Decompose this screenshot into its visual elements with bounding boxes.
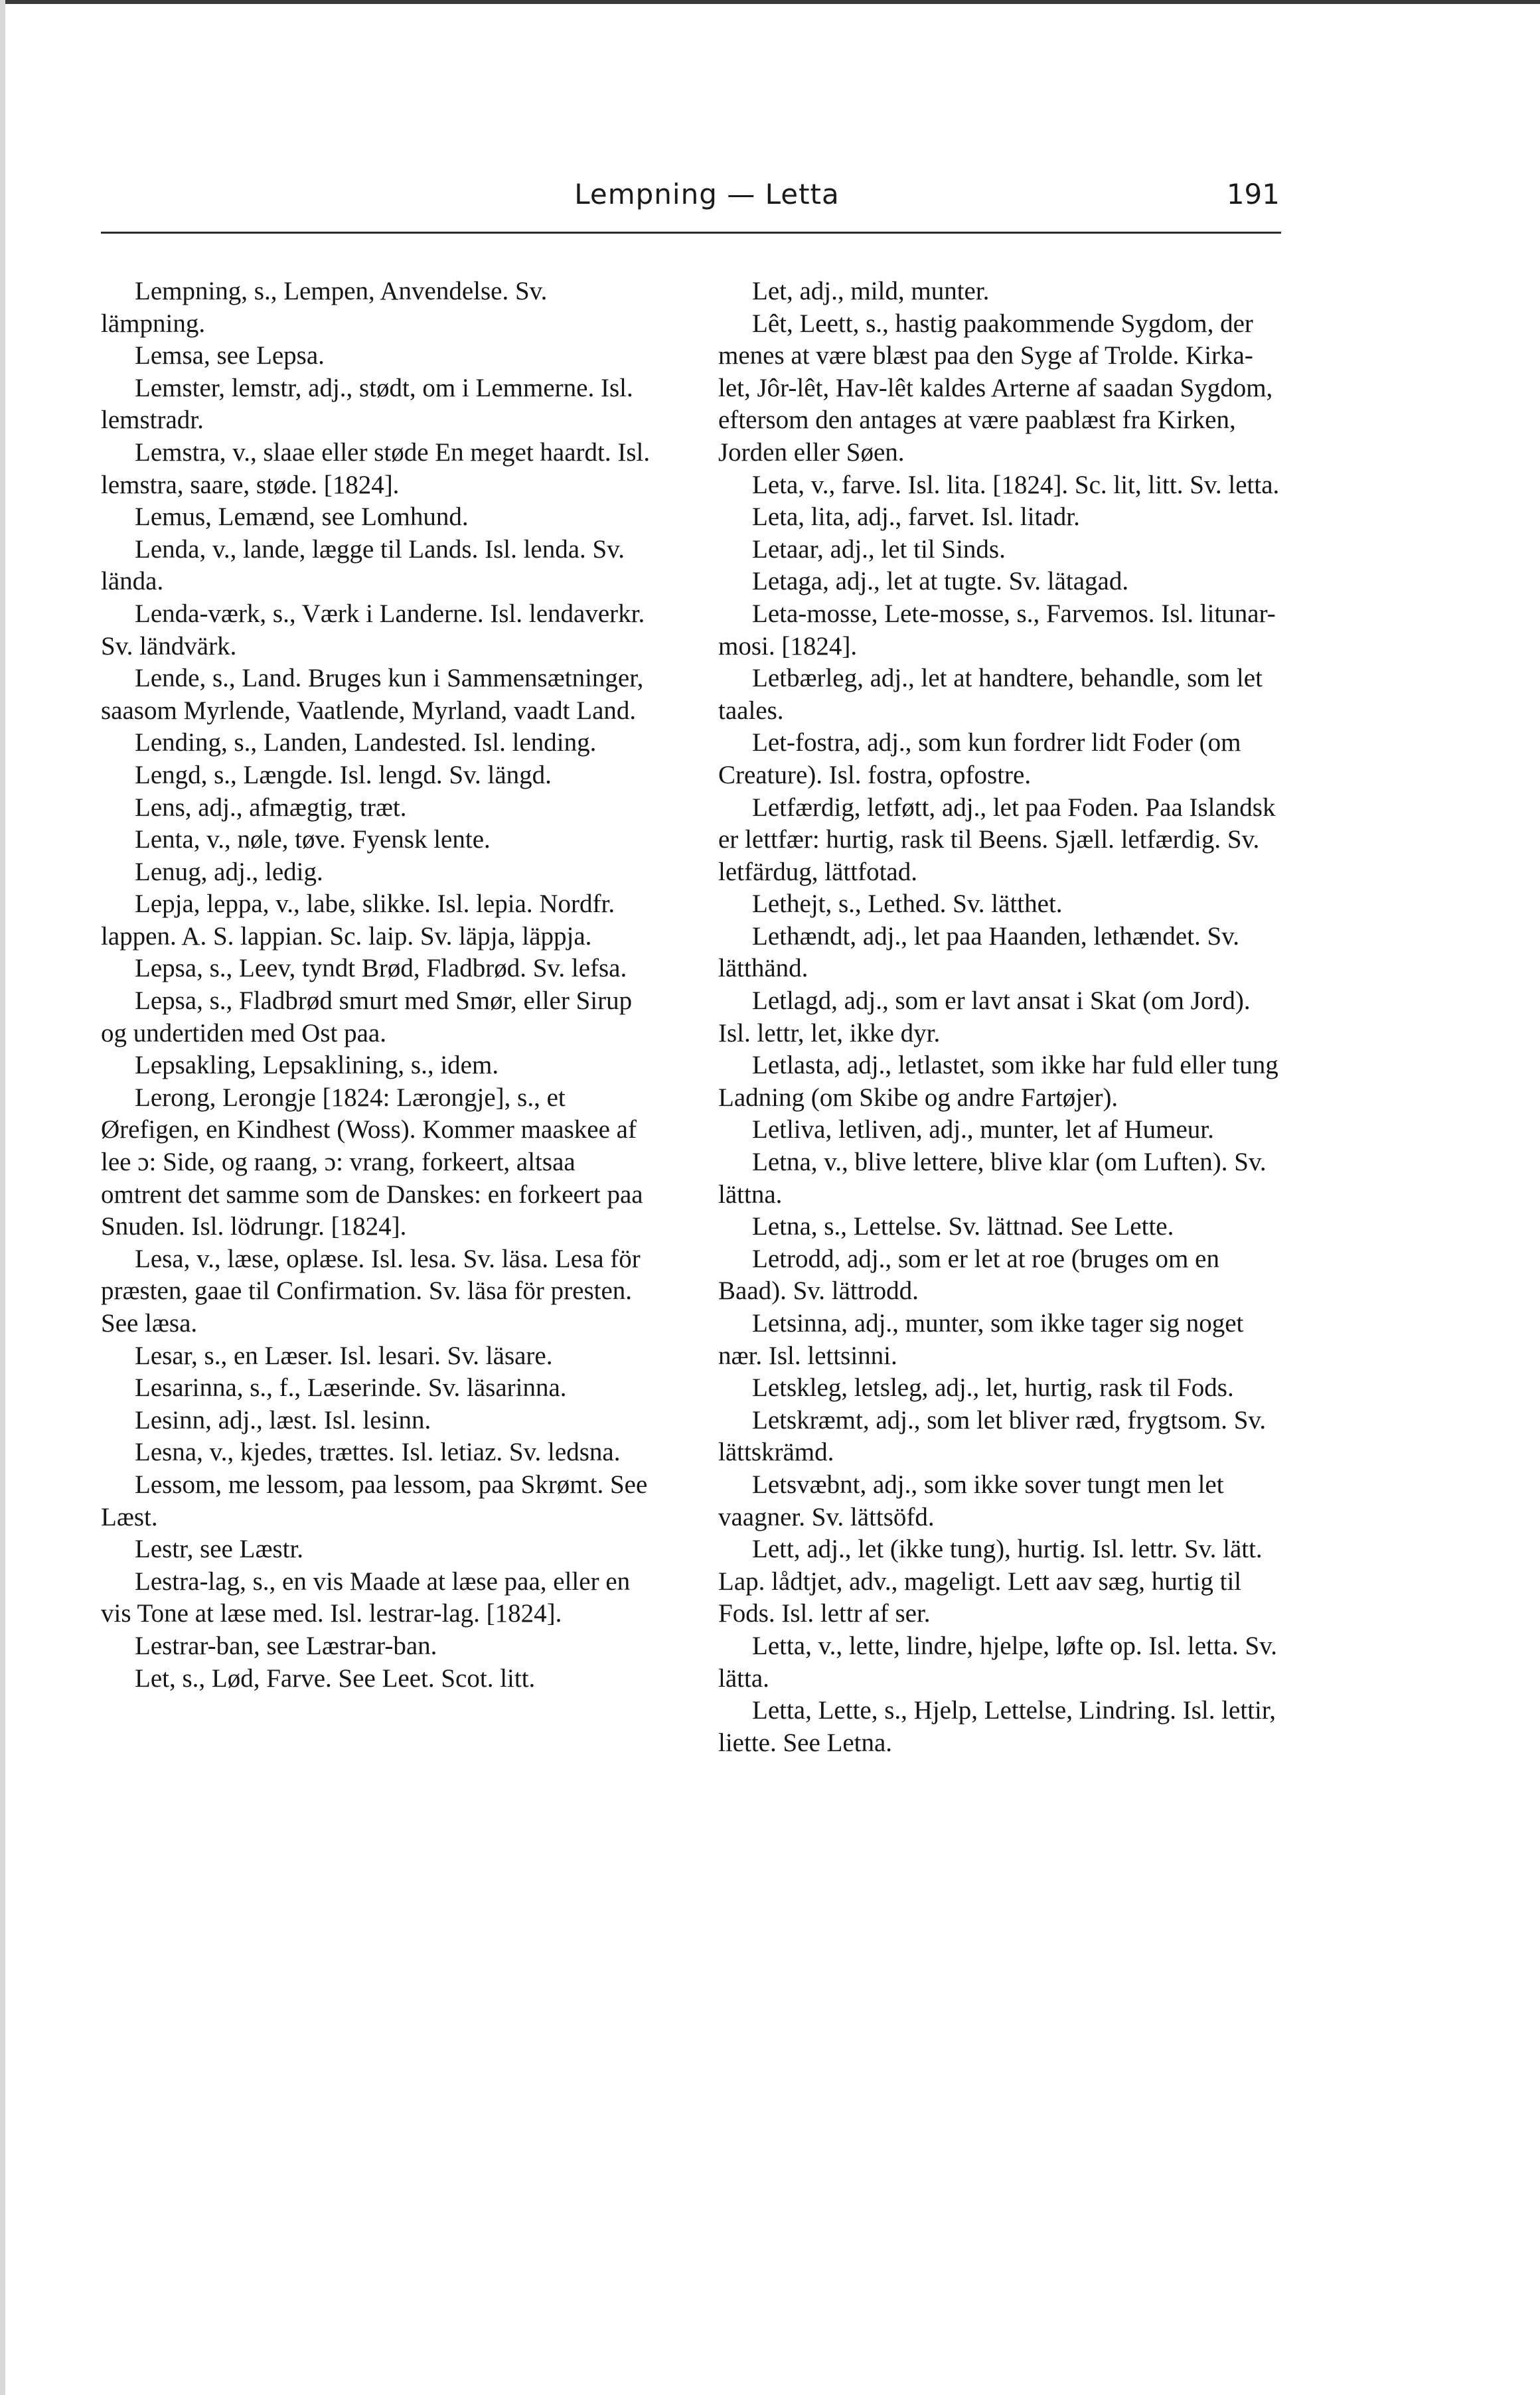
entry-lett: Lett, adj., let (ikke tung), hurtig. Isl. lettr. Sv. lätt. Lap. lådtjet, adv., mageligt. Lett aav sæg, hurtig til Fods. Isl. lettr af ser. — [718, 1535, 1263, 1628]
entry-lesar: Lesar, s., en Læser. Isl. lesari. Sv. läsare. — [135, 1341, 553, 1370]
entry-let-s: Let, s., Lød, Farve. See Leet. Scot. litt. — [135, 1663, 536, 1693]
entry-lenta: Lenta, v., nøle, tøve. Fyensk lente. — [135, 825, 491, 854]
entry-lenda: Lenda, v., lande, lægge til Lands. Isl. lenda. Sv. lända. — [101, 534, 625, 596]
entry-lepsakling: Lepsakling, Lepsaklining, s., idem. — [135, 1051, 499, 1080]
entry-lemsa: Lemsa, see Lepsa. — [135, 341, 325, 370]
entry-lens: Lens, adj., afmægtig, træt. — [135, 793, 407, 822]
entry-lenda-vaerk: Lenda-værk, s., Værk i Landerne. Isl. lendaverkr. Sv. ländvärk. — [101, 599, 645, 660]
entry-lesa: Lesa, v., læse, oplæse. Isl. lesa. Sv. läsa. Lesa för præsten, gaae til Confirmation. Sv. läsa för presten. See læsa. — [101, 1244, 641, 1338]
entry-letna-v: Letna, v., blive lettere, blive klar (om Luften). Sv. lättna. — [718, 1148, 1267, 1209]
entry-letskleg: Letskleg, letsleg, adj., let, hurtig, rask til Fods. — [752, 1373, 1234, 1403]
entry-letskraemt: Letskræmt, adj., som let bliver ræd, frygtsom. Sv. lättskrämd. — [718, 1405, 1267, 1467]
entry-leta-adj: Leta, lita, adj., farvet. Isl. litadr. — [752, 502, 1080, 532]
entry-letta-s: Letta, Lette, s., Hjelp, Lettelse, Lindring. Isl. lettir, liette. See Letna. — [718, 1696, 1276, 1757]
scan-edge-top — [0, 0, 1540, 4]
entry-lemster: Lemster, lemstr, adj., stødt, om i Lemmerne. Isl. lemstradr. — [101, 373, 633, 435]
entry-letfaerdig: Letfærdig, letføtt, adj., let paa Foden. Paa Islandsk er lettfær: hurtig, rask til Beens. Sjæll. letfærdig. Sv. letfärdug, lättfotad. — [718, 793, 1276, 886]
entry-let-adj: Let, adj., mild, munter. — [752, 277, 990, 305]
entry-letsvaebnt: Letsvæbnt, adj., som ikke sover tungt men let vaagner. Sv. lättsöfd. — [718, 1470, 1224, 1531]
entry-leta-v: Leta, v., farve. Isl. lita. [1824]. Sc. lit, litt. Sv. letta. — [752, 470, 1280, 499]
entry-letsinna: Letsinna, adj., munter, som ikke tager sig noget nær. Isl. lettsinni. — [718, 1309, 1244, 1370]
entry-letta-v: Letta, v., lette, lindre, hjelpe, løfte op. Isl. letta. Sv. lätta. — [718, 1631, 1277, 1693]
entry-lethejt: Lethejt, s., Lethed. Sv. lätthet. — [752, 889, 1063, 919]
left-column — [101, 275, 652, 1695]
entry-lestr: Lestr, see Læstr. — [135, 1535, 304, 1564]
header-rule — [101, 232, 1281, 234]
entry-lemstra: Lemstra, v., slaae eller støde En meget haardt. Isl. lemstra, saare, støde. [1824]. — [101, 437, 651, 499]
entry-lethaendt: Lethændt, adj., let paa Haanden, lethændet. Sv. lätthänd. — [718, 921, 1239, 983]
entry-lende: Lende, s., Land. Bruges kun i Sammensætninger, saasom Myrlende, Vaatlende, Myrland, vaadt Land. — [101, 664, 644, 725]
entry-letlagd: Letlagd, adj., som er lavt ansat i Skat (om Jord). Isl. lettr, let, ikke dyr. — [718, 986, 1251, 1047]
entry-letaga: Letaga, adj., let at tugte. Sv. lätagad. — [752, 567, 1129, 596]
entry-let-leett: Lêt, Leett, s., hastig paakommende Sygdom, der menes at være blæst paa den Syge af Trolde. Kirka-let, Jôr-lêt, Hav-lêt kaldes Arterne af saadan Sygdom, eftersom den antages at være paablæst fra Kirken, Jorden eller Søen. — [718, 309, 1273, 467]
running-head: Lempning — Letta — [574, 178, 840, 210]
entry-lemus: Lemus, Lemænd, see Lomhund. — [135, 502, 469, 532]
entry-let-fostra: Let-fostra, adj., som kun fordrer lidt Foder (om Creature). Isl. fostra, opfostre. — [718, 728, 1241, 789]
entry-lepsa-2: Lepsa, s., Fladbrød smurt med Smør, eller Sirup og undertiden med Ost paa. — [101, 986, 633, 1047]
entry-lepja: Lepja, leppa, v., labe, slikke. Isl. lepia. Nordfr. lappen. A. S. lappian. Sc. laip. Sv. läpja, läppja. — [101, 889, 615, 951]
entry-lending: Lending, s., Landen, Landested. Isl. lending. — [135, 728, 597, 757]
entry-lengd: Lengd, s., Længde. Isl. lengd. Sv. längd. — [135, 760, 552, 789]
entry-lerong: Lerong, Lerongje [1824: Lærongje], s., et Ørefigen, en Kindhest (Woss). Kommer maaskee af lee ɔ: Side, og raang, ɔ: vrang, forkeert, altsaa omtrent det samme som de Danskes: en forkeert paa Snuden. Isl. lödrungr. [1824]. — [101, 1083, 643, 1241]
entry-lesinn: Lesinn, adj., læst. Isl. lesinn. — [135, 1405, 431, 1434]
entry-letlasta: Letlasta, adj., letlastet, som ikke har fuld eller tung Ladning (om Skibe og andre Fartøjer). — [718, 1051, 1278, 1112]
entry-lesarinna: Lesarinna, s., f., Læserinde. Sv. läsarinna. — [135, 1373, 567, 1403]
entry-lenug: Lenug, adj., ledig. — [135, 857, 323, 886]
scan-edge-left — [0, 0, 5, 2395]
entry-letna-s: Letna, s., Lettelse. Sv. lättnad. See Lette. — [752, 1212, 1174, 1241]
page-number: 191 — [1226, 178, 1280, 210]
entry-lempning: Lempning, s., Lempen, Anvendelse. Sv. lämpning. — [101, 277, 548, 338]
entry-lepsa-1: Lepsa, s., Leev, tyndt Brød, Fladbrød. Sv. lefsa. — [135, 954, 627, 983]
entry-lestra-lag: Lestra-lag, s., en vis Maade at læse paa, eller en vis Tone at læse med. Isl. lestrar-lag. [1824]. — [101, 1567, 631, 1628]
entry-letrodd: Letrodd, adj., som er let at roe (bruges om en Baad). Sv. lättrodd. — [718, 1244, 1219, 1306]
entry-letliva: Letliva, letliven, adj., munter, let af Humeur. — [752, 1115, 1214, 1144]
right-column — [718, 275, 1282, 1759]
entry-letaar: Letaar, adj., let til Sinds. — [752, 534, 1006, 564]
entry-lessom: Lessom, me lessom, paa lessom, paa Skrømt. See Læst. — [101, 1470, 648, 1531]
entry-lestrar-ban: Lestrar-ban, see Læstrar-ban. — [135, 1631, 437, 1660]
entry-lesna: Lesna, v., kjedes, trættes. Isl. letiaz. Sv. ledsna. — [135, 1438, 621, 1467]
entry-leta-mosse: Leta-mosse, Lete-mosse, s., Farvemos. Isl. litunar-mosi. [1824]. — [718, 599, 1276, 660]
entry-letbaerleg: Letbærleg, adj., let at handtere, behandle, som let taales. — [718, 664, 1263, 725]
